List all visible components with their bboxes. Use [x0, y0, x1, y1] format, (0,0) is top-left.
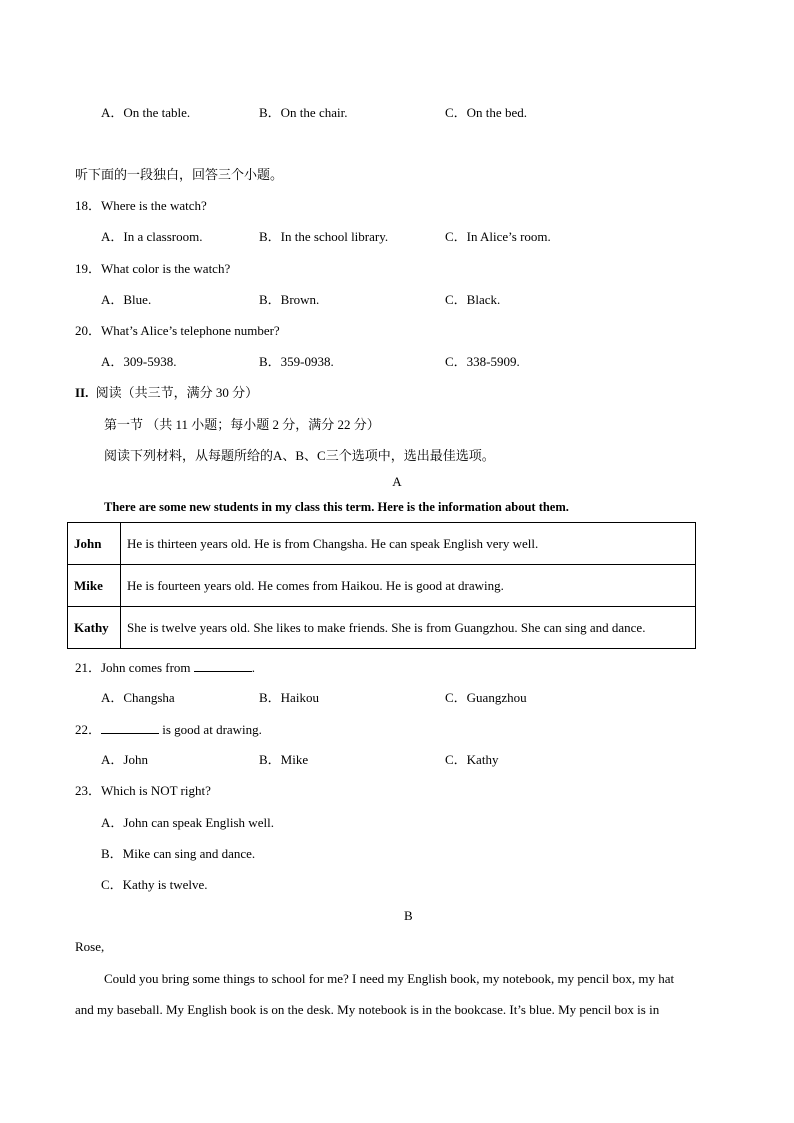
q21-option-c: C．Guangzhou [445, 690, 527, 705]
q21-stem-end: . [251, 660, 256, 675]
student-name: Kathy [68, 607, 121, 649]
q18-option-b: B．In the school library. [259, 229, 389, 244]
q18-option-a: A．In a classroom. [101, 229, 203, 244]
q20-stem: 20．What’s Alice’s telephone number? [75, 323, 280, 338]
answer-blank [101, 721, 159, 734]
q21-stem-text: 21．John comes from [75, 660, 191, 675]
q19-option-b: B．Brown. [259, 292, 320, 307]
letter-greeting: Rose, [75, 939, 105, 954]
student-info: She is twelve years old. She likes to make friends. She is from Guangzhou. She can sing and dance. [121, 607, 696, 649]
monologue-instruction: 听下面的一段独白，回答三个小题。 [75, 167, 284, 182]
q20-option-b: B．359-0938. [259, 354, 334, 369]
q18-option-c: C．In Alice’s room. [445, 229, 551, 244]
q21-stem [75, 659, 255, 676]
q21-option-a: A．Changsha [101, 690, 175, 705]
q17-option-b: B．On the chair. [259, 105, 348, 120]
student-info: He is thirteen years old. He is from Changsha. He can speak English very well. [121, 523, 696, 565]
q23-option-b: B．Mike can sing and dance. [101, 846, 256, 861]
q22-option-b: B．Mike [259, 752, 309, 767]
student-name: Mike [68, 565, 121, 607]
table-row [68, 607, 696, 649]
letter-body-line: and my baseball. My English book is on the desk. My notebook is in the bookcase. It’s blue. My pencil box is in [75, 1002, 660, 1017]
q19-option-a: A．Blue. [101, 292, 152, 307]
table-row [68, 523, 696, 565]
q17-option-a: A．On the table. [101, 105, 191, 120]
q23-stem: 23．Which is NOT right? [75, 783, 211, 798]
section-title: 阅读（共三节，满分 30 分） [95, 385, 259, 400]
student-info: He is fourteen years old. He comes from Haikou. He is good at drawing. [121, 565, 696, 607]
q20-option-c: C．338-5909. [445, 354, 520, 369]
reading-instruction: 阅读下列材料，从每题所给的A、B、C三个选项中，选出最佳选项。 [104, 448, 495, 463]
passage-a-letter: A [392, 474, 402, 489]
q22-stem-text: is good at drawing. [162, 722, 262, 737]
q23-option-c: C．Kathy is twelve. [101, 877, 208, 892]
passage-a-heading: There are some new students in my class this term. Here is the information about them. [104, 500, 569, 514]
q18-stem: 18．Where is the watch? [75, 198, 207, 213]
q22-stem [75, 721, 262, 738]
q19-stem: 19．What color is the watch? [75, 261, 231, 276]
q17-option-c: C．On the bed. [445, 105, 527, 120]
passage-b-letter: B [404, 908, 413, 923]
q22-option-a: A．John [101, 752, 148, 767]
q22-option-c: C．Kathy [445, 752, 499, 767]
q21-option-b: B．Haikou [259, 690, 319, 705]
answer-blank [194, 659, 252, 672]
q23-option-a: A．John can speak English well. [101, 815, 274, 830]
student-info-table [67, 522, 696, 649]
student-name: John [68, 523, 121, 565]
letter-body-line: Could you bring some things to school for me? I need my English book, my notebook, my pencil box, my hat [104, 971, 675, 986]
table-row [68, 565, 696, 607]
section-heading [75, 385, 258, 401]
part-title: 第一节 （共 11 小题；每小题 2 分，满分 22 分） [104, 417, 380, 432]
q19-option-c: C．Black. [445, 292, 501, 307]
q22-number: 22． [75, 722, 102, 737]
q20-option-a: A．309-5938. [101, 354, 177, 369]
section-number: II. [75, 385, 89, 400]
